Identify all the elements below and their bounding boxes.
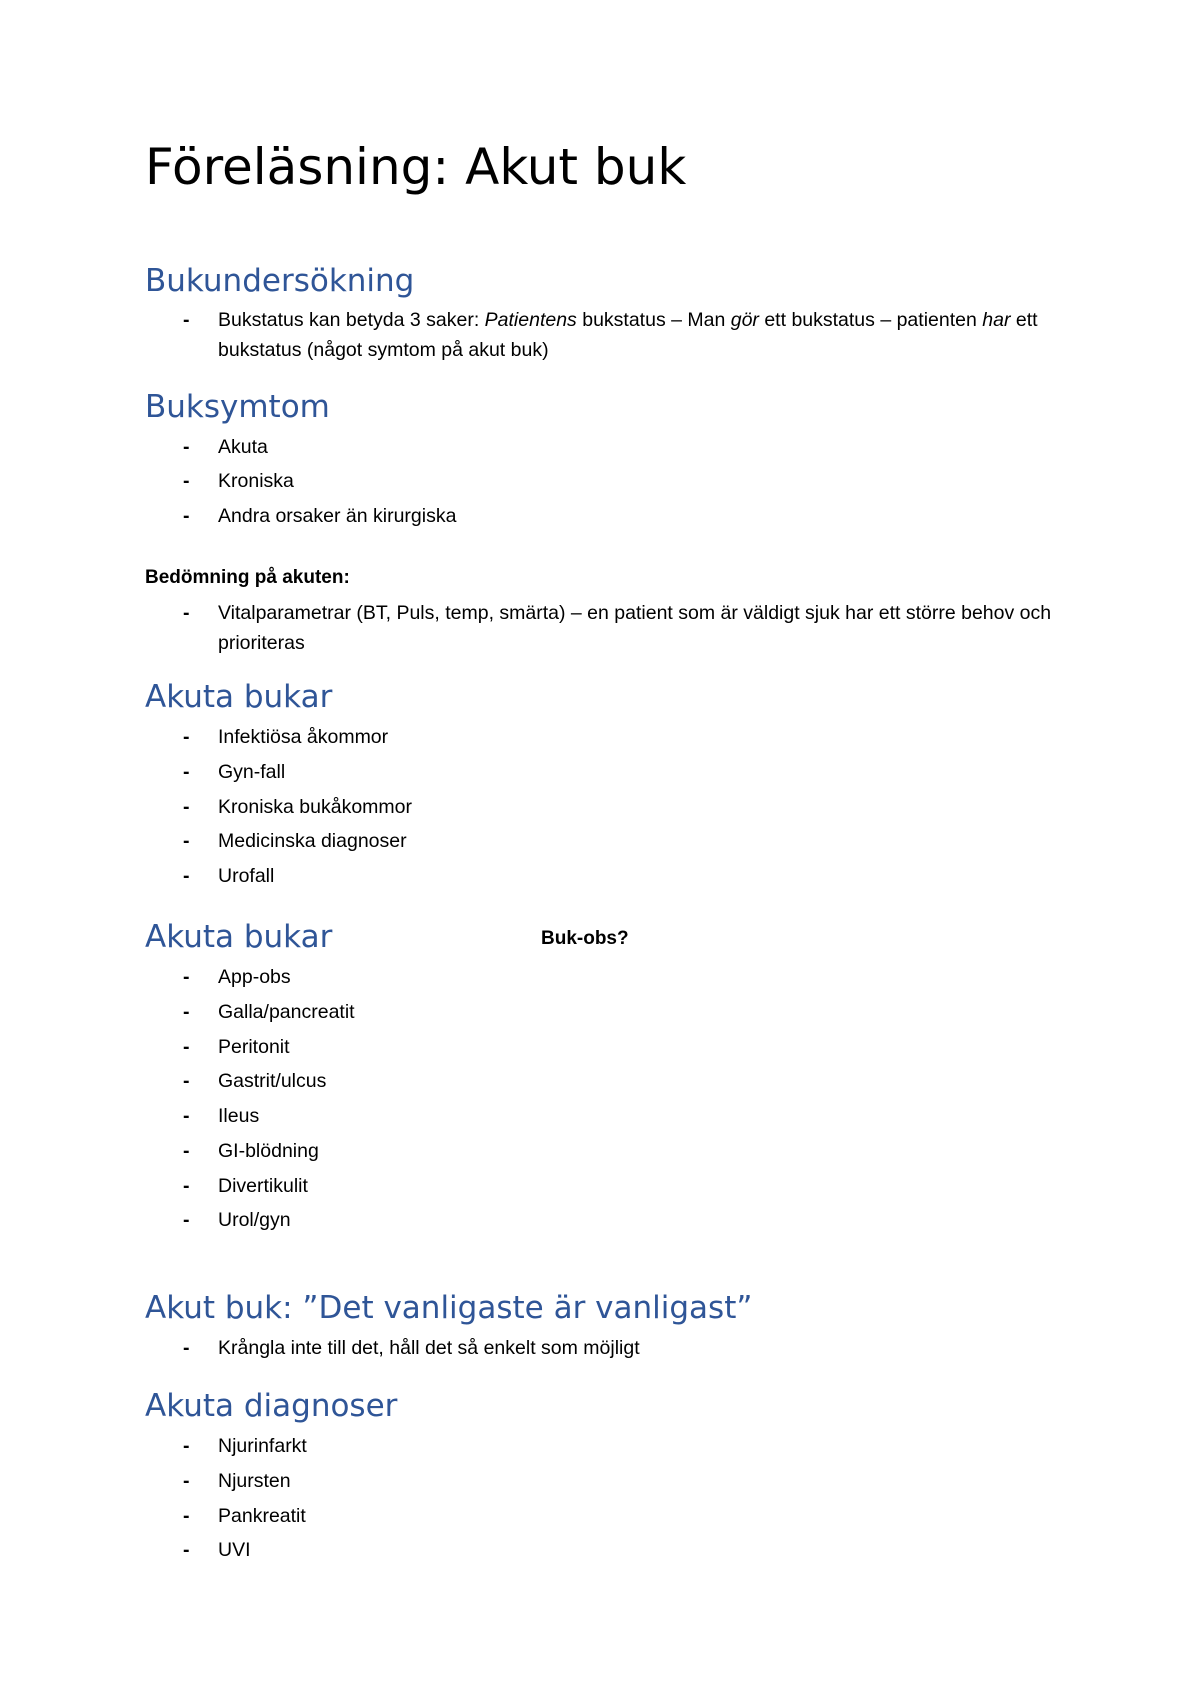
bullet-dash: -: [183, 1470, 190, 1492]
bullet-dash: -: [183, 1070, 190, 1092]
list-item-text: UVI: [218, 1539, 251, 1561]
list-item-text: GI-blödning: [218, 1140, 319, 1162]
list-item-text: App-obs: [218, 966, 291, 988]
list-item-text: Gastrit/ulcus: [218, 1070, 327, 1092]
list-item-text: Ileus: [218, 1105, 260, 1127]
list-item-text: Infektiösa åkommor: [218, 726, 389, 748]
list-item-text: Kroniska: [218, 470, 294, 492]
bullet-dash: -: [183, 1140, 190, 1162]
list-item-text: Vitalparametrar (BT, Puls, temp, smärta) – en patient som är väldigt sjuk har ett större behov och prioriteras: [218, 602, 1052, 654]
bullet-dash: -: [183, 470, 190, 492]
bullet-dash: -: [183, 1337, 190, 1359]
list-item-text: Peritonit: [218, 1036, 290, 1058]
bullet-dash: -: [183, 1209, 190, 1231]
heading-akuta-bukar-1: Akuta bukar: [145, 679, 333, 715]
bullet-dash: -: [183, 309, 190, 331]
bullet-dash: -: [183, 505, 190, 527]
bullet-dash: -: [183, 1105, 190, 1127]
heading-akuta-diagnoser: Akuta diagnoser: [145, 1388, 398, 1424]
bullet-dash: -: [183, 1539, 190, 1561]
bullet-dash: -: [183, 1435, 190, 1457]
heading-bedomning: Bedömning på akuten:: [145, 567, 350, 588]
bullet-dash: -: [183, 865, 190, 887]
bullet-dash: -: [183, 966, 190, 988]
list-item-text: Gyn-fall: [218, 761, 286, 783]
bullet-dash: -: [183, 761, 190, 783]
buk-obs-note: Buk-obs?: [541, 928, 629, 949]
bullet-dash: -: [183, 796, 190, 818]
heading-bukundersokning: Bukundersökning: [145, 263, 415, 299]
list-item-text: Kroniska bukåkommor: [218, 796, 412, 818]
list-item-text: Galla/pancreatit: [218, 1001, 355, 1023]
bullet-dash: -: [183, 436, 190, 458]
heading-buksymtom: Buksymtom: [145, 389, 330, 425]
bullet-dash: -: [183, 1175, 190, 1197]
list-item-text: Pankreatit: [218, 1505, 306, 1527]
document-title: Föreläsning: Akut buk: [145, 138, 687, 196]
heading-akuta-bukar-2: Akuta bukar: [145, 919, 333, 955]
bullet-dash: -: [183, 726, 190, 748]
list-item-text: Urol/gyn: [218, 1209, 291, 1231]
list-item-text: Medicinska diagnoser: [218, 830, 407, 852]
list-item-text: Urofall: [218, 865, 275, 887]
bullet-dash: -: [183, 830, 190, 852]
list-item-text: Akuta: [218, 436, 268, 458]
heading-akut-buk-vanligast: Akut buk: ”Det vanligaste är vanligast”: [145, 1290, 753, 1326]
bullet-dash: -: [183, 1505, 190, 1527]
list-item-text: Njursten: [218, 1470, 291, 1492]
list-item-text: Bukstatus kan betyda 3 saker: Patientens bukstatus – Man gör ett bukstatus – patienten har ett bukstatus (något symtom på akut buk): [218, 309, 1038, 361]
list-item-text: Njurinfarkt: [218, 1435, 307, 1457]
list-item-text: Krångla inte till det, håll det så enkelt som möjligt: [218, 1337, 640, 1359]
bullet-dash: -: [183, 1001, 190, 1023]
bullet-dash: -: [183, 1036, 190, 1058]
bullet-dash: -: [183, 602, 190, 624]
list-item-text: Divertikulit: [218, 1175, 308, 1197]
list-item-text: Andra orsaker än kirurgiska: [218, 505, 457, 527]
